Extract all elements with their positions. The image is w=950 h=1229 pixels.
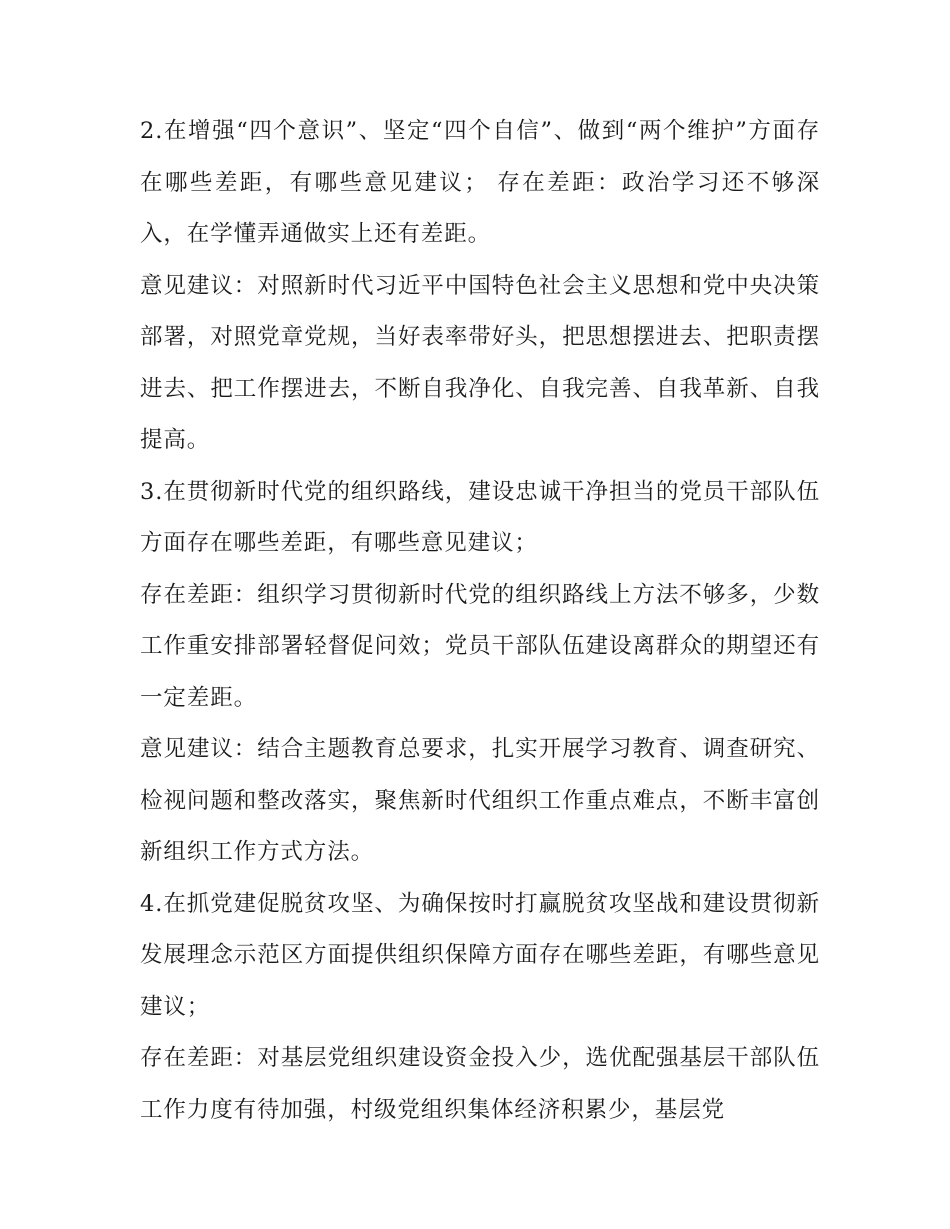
paragraph-item-2-question: 2.在增强“四个意识”、坚定“四个自信”、做到“两个维护”方面存在哪些差距，有哪些意见建议； 存在差距：政治学习还不够深入，在学懂弄通做实上还有差距。 (140, 118, 820, 247)
paragraph-suggestion-3: 意见建议：结合主题教育总要求，扎实开展学习教育、调查研究、检视问题和整改落实，聚焦新时代组织工作重点难点，不断丰富创新组织工作方式方法。 (140, 736, 820, 865)
paragraph-gap-3: 存在差距：组织学习贯彻新时代党的组织路线上方法不够多，少数工作重安排部署轻督促问效；党员干部队伍建设离群众的期望还有一定差距。 (140, 581, 820, 711)
paragraph-item-4-question: 4.在抓党建促脱贫攻坚、为确保按时打赢脱贫攻坚战和建设贯彻新发展理念示范区方面提供组织保障方面存在哪些差距，有哪些意见建议； (140, 890, 820, 1020)
paragraph-suggestion-2: 意见建议：对照新时代习近平中国特色社会主义思想和党中央决策部署，对照党章党规，当好表率带好头，把思想摆进去、把职责摆进去、把工作摆进去，不断自我净化、自我完善、自我革新、自我提高。 (140, 272, 820, 453)
document-body (140, 106, 820, 1136)
paragraph-gap-4: 存在差距：对基层党组织建设资金投入少，选优配强基层干部队伍工作力度有待加强，村级党组织集体经济积累少，基层党 (140, 1045, 820, 1123)
paragraph-item-3-question: 3.在贯彻新时代党的组织路线，建设忠诚干净担当的党员干部队伍方面存在哪些差距，有哪些意见建议； (140, 478, 820, 556)
